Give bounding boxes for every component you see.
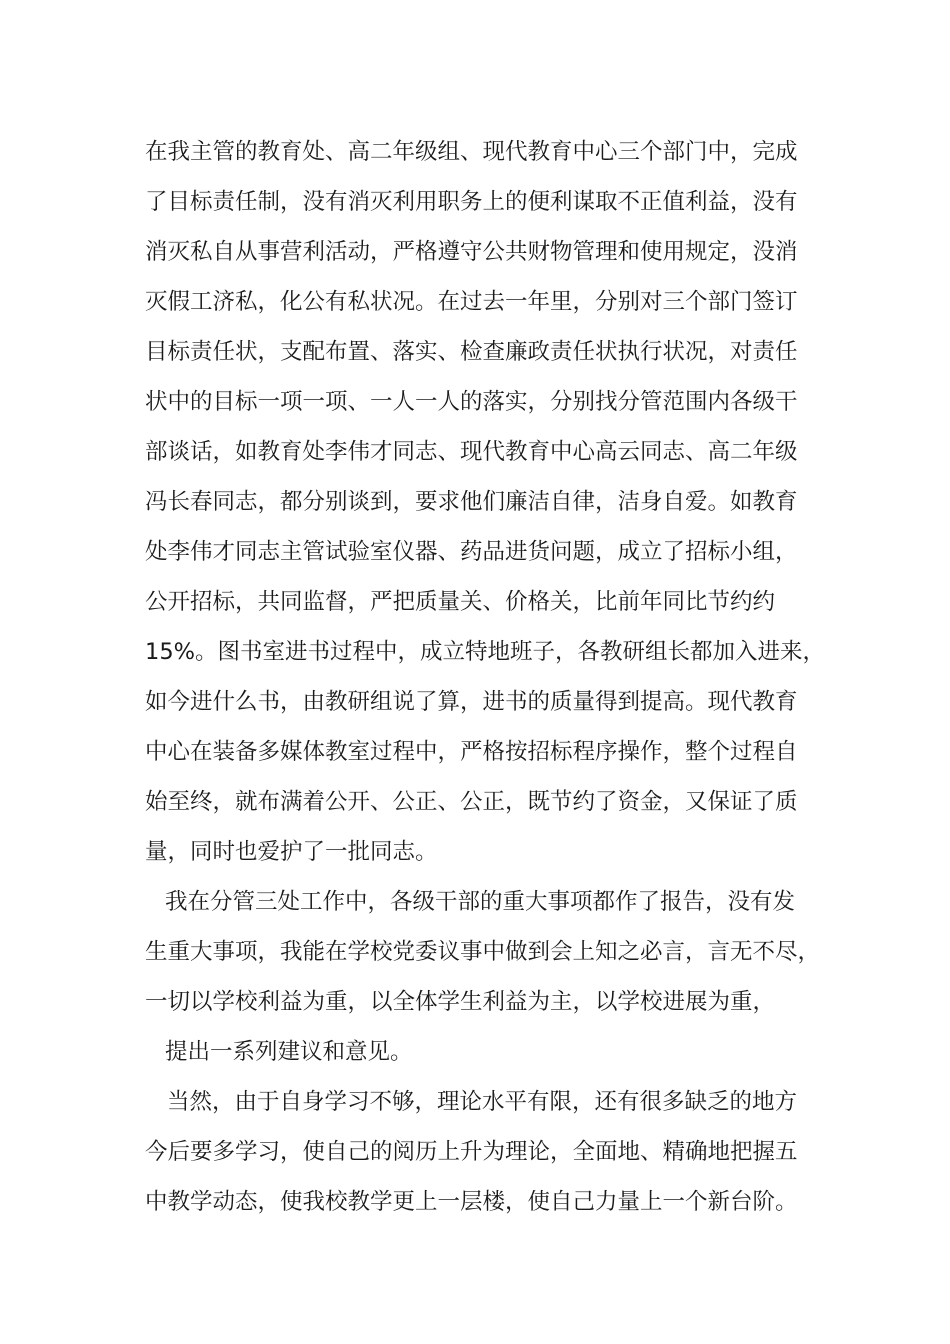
text-line: 中教学动态，使我校教学更上一层楼，使自己力量上一个新台阶。 <box>145 1189 798 1215</box>
text-line: 我在分管三处工作中，各级干部的重大事项都作了报告，没有发 <box>165 889 796 915</box>
text-line: 量，同时也爱护了一批同志。 <box>145 839 438 865</box>
text-line: 目标责任状，支配布置、落实、检查廉政责任状执行状况，对责任 <box>145 339 798 365</box>
paragraph-2 <box>145 877 835 1077</box>
paragraph-1 <box>145 127 835 877</box>
text-line: 如今进什么书，由教研组说了算，进书的质量得到提高。现代教育 <box>145 689 798 715</box>
text-line: 生重大事项，我能在学校党委议事中做到会上知之必言，言无不尽， <box>145 939 821 965</box>
text-line: 在我主管的教育处、高二年级组、现代教育中心三个部门中，完成 <box>145 139 798 165</box>
paragraph-3 <box>145 1077 835 1227</box>
text-line: 灭假工济私，化公有私状况。在过去一年里，分别对三个部门签订 <box>145 289 798 315</box>
text-line: 公开招标，共同监督，严把质量关、价格关，比前年同比节约约 <box>145 589 776 615</box>
text-line: 了目标责任制，没有消灭利用职务上的便利谋取不正值利益，没有 <box>145 189 798 215</box>
text-line: 始至终，就布满着公开、公正、公正，既节约了资金，又保证了质 <box>145 789 798 815</box>
text-line: 当然，由于自身学习不够，理论水平有限，还有很多缺乏的地方 <box>167 1089 798 1115</box>
text-line: 提出一系列建议和意见。 <box>165 1039 413 1065</box>
text-line: 15%。图书室进书过程中，成立特地班子，各教研组长都加入进来， <box>145 639 826 665</box>
text-line: 处李伟才同志主管试验室仪器、药品进货问题，成立了招标小组， <box>145 539 798 565</box>
text-line: 冯长春同志，都分别谈到，要求他们廉洁自律，洁身自爱。如教育 <box>145 489 798 515</box>
text-line: 消灭私自从事营利活动，严格遵守公共财物管理和使用规定，没消 <box>145 239 798 265</box>
text-line: 部谈话，如教育处李伟才同志、现代教育中心高云同志、高二年级 <box>145 439 798 465</box>
text-line: 今后要多学习，使自己的阅历上升为理论，全面地、精确地把握五 <box>145 1139 798 1165</box>
text-line: 状中的目标一项一项、一人一人的落实，分别找分管范围内各级干 <box>145 389 798 415</box>
document-body <box>145 127 835 1227</box>
text-line: 一切以学校利益为重，以全体学生利益为主，以学校进展为重， <box>145 989 776 1015</box>
text-line: 中心在装备多媒体教室过程中，严格按招标程序操作，整个过程自 <box>145 739 798 765</box>
